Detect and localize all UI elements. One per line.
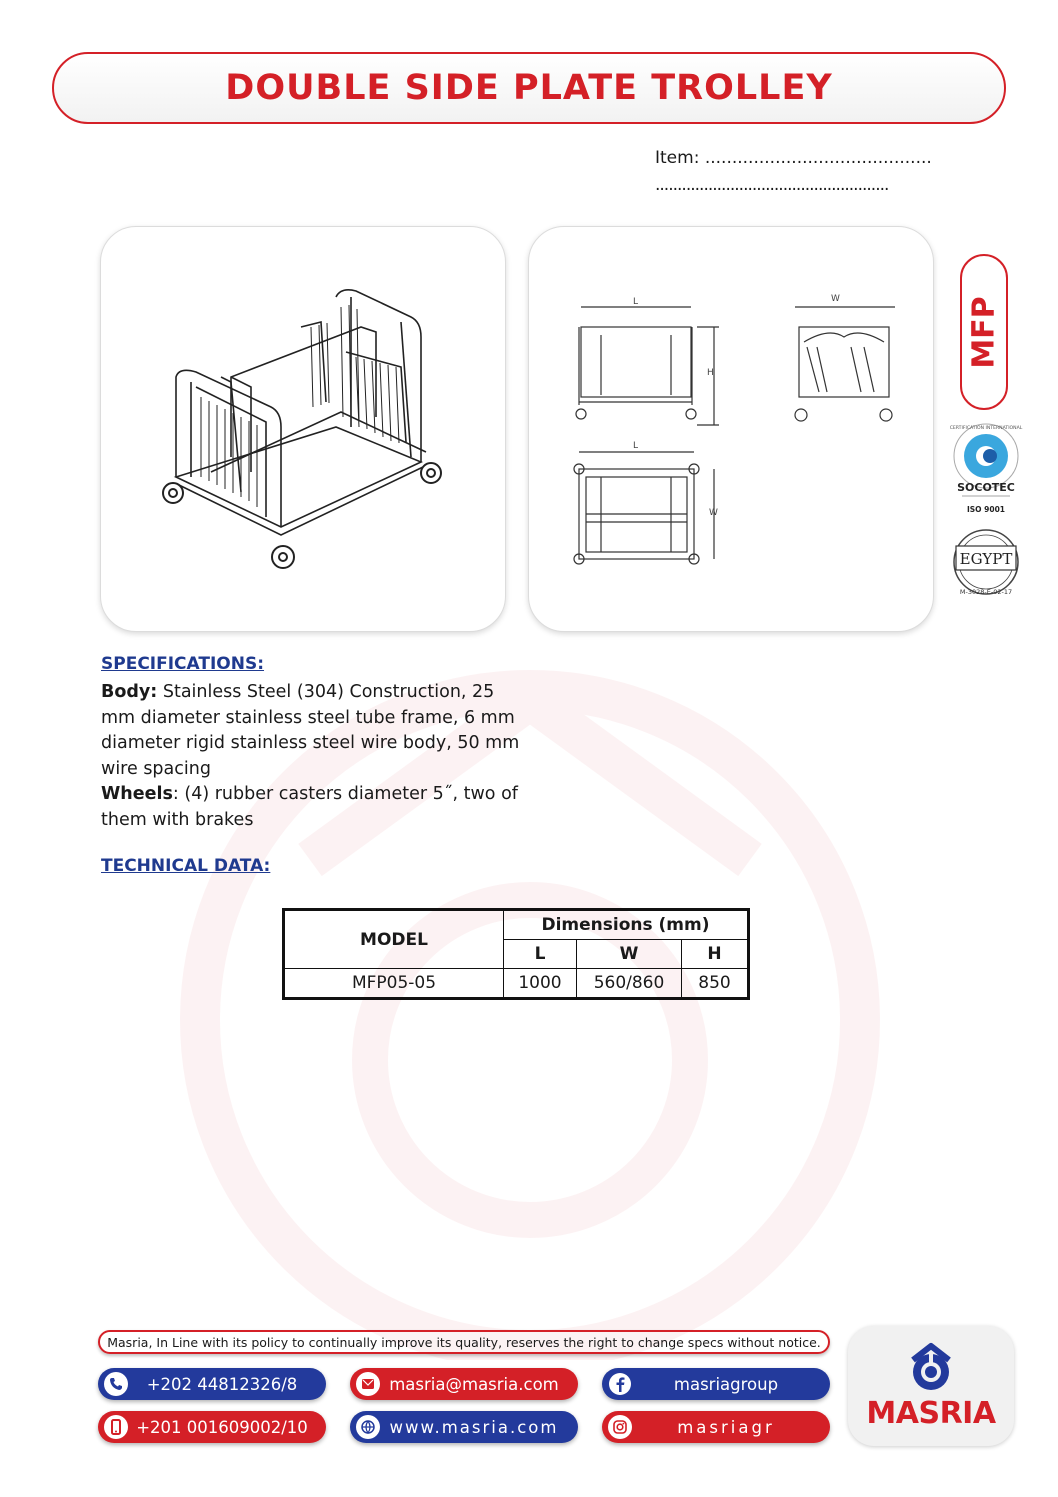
dim-w-top: W [709, 508, 718, 518]
category-badge [960, 254, 1008, 410]
technical-drawing-card [528, 226, 934, 632]
table-row [284, 969, 749, 999]
brand-name: MASRIA [866, 1395, 996, 1431]
item-field: Item: .......................................... [655, 148, 932, 168]
phone-2-text: +201 001609002/10 [136, 1417, 308, 1437]
iso-text: ISO 9001 [966, 505, 1006, 514]
model-header: MODEL [284, 910, 504, 969]
product-image-card [100, 226, 506, 632]
wheels-label: Wheels [101, 784, 173, 804]
dim-l-top: L [633, 441, 639, 451]
website-text: www.masria.com [389, 1417, 559, 1437]
table-header-row [284, 910, 749, 940]
technical-data-heading: TECHNICAL DATA: [101, 856, 271, 876]
website-button[interactable] [350, 1411, 578, 1443]
dim-w-side: W [831, 294, 840, 304]
instagram-button[interactable] [602, 1411, 830, 1443]
dimensions-header: Dimensions (mm) [504, 910, 749, 940]
egypt-certification-logo [948, 528, 1024, 600]
mobile-icon [104, 1415, 128, 1439]
col-w-header: W [577, 940, 682, 969]
phone-2-button[interactable] [98, 1411, 326, 1443]
email-button[interactable] [350, 1368, 578, 1400]
email-text: masria@masria.com [389, 1374, 559, 1394]
item-field-line2: ..................................................... [655, 175, 889, 195]
facebook-text: masriagroup [673, 1374, 779, 1394]
technical-data-table [282, 908, 750, 1000]
policy-notice: Masria, In Line with its policy to continually improve its quality, reserves the right to change specs without notice. [98, 1330, 830, 1354]
phone-1-text: +202 44812326/8 [146, 1374, 298, 1394]
dim-h-front: H [707, 368, 714, 378]
globe-icon [356, 1415, 380, 1439]
h-cell: 850 [682, 969, 749, 999]
instagram-text: masriagr [677, 1417, 775, 1437]
body-label: Body: [101, 682, 158, 702]
title-banner [52, 52, 1006, 124]
masria-logo [848, 1326, 1014, 1446]
wheels-text: : (4) rubber casters diameter 5˝, two of them with brakes [101, 784, 518, 830]
model-cell: MFP05-05 [284, 969, 504, 999]
socotec-arc-text: CERTIFICATION INTERNATIONAL [949, 426, 1023, 431]
page-title: DOUBLE SIDE PLATE TROLLEY [225, 68, 833, 108]
facebook-icon [608, 1372, 632, 1396]
body-text: Stainless Steel (304) Construction, 25 mm diameter stainless steel tube frame, 6 mm diameter rigid stainless steel wire body, 50 mm wire spacing [101, 682, 520, 779]
socotec-iso-certification-logo [946, 420, 1026, 518]
l-cell: 1000 [504, 969, 577, 999]
category-code: MFP [966, 295, 1002, 369]
socotec-name: SOCOTEC [957, 481, 1015, 494]
col-h-header: H [682, 940, 749, 969]
trolley-isometric-drawing [101, 227, 505, 631]
col-l-header: L [504, 940, 577, 969]
egypt-name: EGYPT [959, 550, 1013, 568]
specifications-text [101, 680, 521, 833]
dim-l-front: L [633, 297, 639, 307]
facebook-button[interactable] [602, 1368, 830, 1400]
masria-emblem-icon [903, 1342, 959, 1394]
phone-icon [104, 1372, 128, 1396]
phone-1-button[interactable] [98, 1368, 326, 1400]
instagram-icon [608, 1415, 632, 1439]
egypt-code: M-3028-E-02-17 [959, 588, 1013, 596]
w-cell: 560/860 [577, 969, 682, 999]
specifications-heading: SPECIFICATIONS: [101, 654, 265, 674]
email-icon [356, 1372, 380, 1396]
orthographic-drawings [529, 227, 933, 631]
